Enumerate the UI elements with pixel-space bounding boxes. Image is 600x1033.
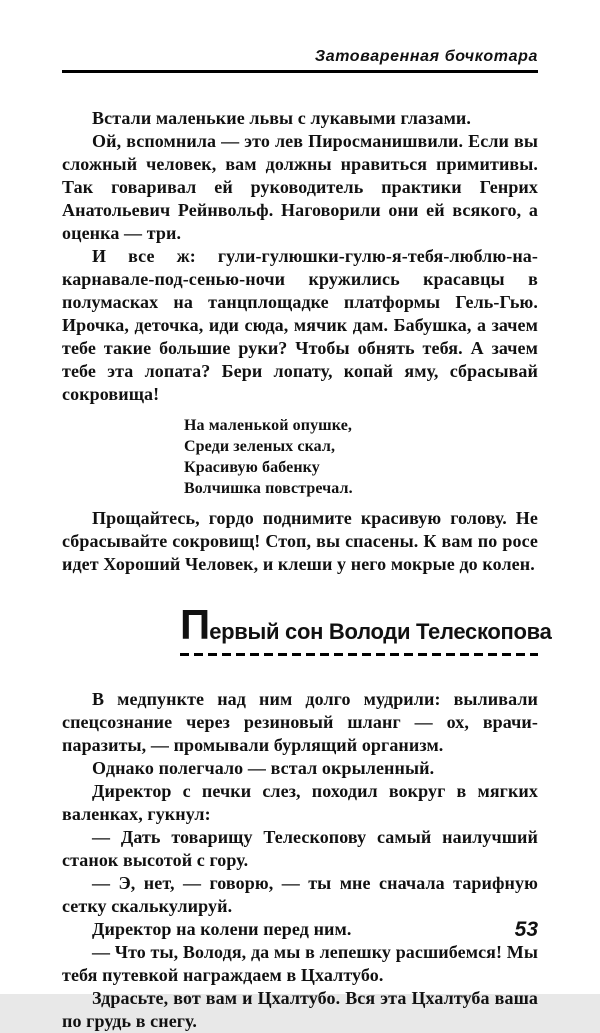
page-number: 53 xyxy=(514,918,538,941)
running-header xyxy=(62,0,538,73)
body-paragraph: — Что ты, Володя, да мы в лепешку расшибемся! Мы тебя путевкой награждаем в Цхалтубо. xyxy=(62,942,538,985)
poem-line: Среди зеленых скал, xyxy=(184,438,336,455)
poem-block xyxy=(184,415,538,499)
body-paragraph: Директор на колени перед ним. xyxy=(92,919,352,939)
body-paragraph: — Дать товарищу Телескопову самый наилучший станок высотой с гору. xyxy=(62,827,538,870)
body-paragraph: Прощайтесь, гордо поднимите красивую голову. Не сбрасывайте сокровищ! Стоп, вы спасены. К вам по росе идет Хороший Человек, и клеши у него мокрые до колен. xyxy=(62,508,538,574)
heading-drop-cap: П xyxy=(180,601,210,648)
section-heading-text xyxy=(180,601,552,648)
section-heading xyxy=(180,601,552,656)
body-paragraph: Здрасьте, вот вам и Цхалтубо. Вся эта Цхалтуба ваша по грудь в снегу. xyxy=(62,988,538,1031)
section-body xyxy=(62,688,538,1033)
body-paragraph: И все ж: гули-гулюшки-гулю-я-тебя-люблю-на-карнавале-под-сенью-ночи кружились красавцы в полумасках на танцплощадке платформы Гель-Гью. Ирочка, деточка, иди сюда, мячик дам. Бабушка, а зачем тебе такие большие руки? Чтобы обнять тебя. А зачем тебе эта лопата? Бери лопату, копай яму, сбрасывай сокровища! xyxy=(62,246,538,404)
heading-dashed-rule xyxy=(180,653,538,656)
body-paragraph: — Э, нет, — говорю, — ты мне сначала тарифную сетку скалькулируй. xyxy=(62,873,538,916)
body-paragraph: В медпункте над ним долго мудрили: выливали спецсознание через резиновый шланг — ох, врачи-паразиты, — промывали бурлящий организм. xyxy=(62,689,538,755)
body-paragraph: Директор с печки слез, походил вокруг в мягких валенках, гукнул: xyxy=(62,781,538,824)
poem-line: Красивую бабенку xyxy=(184,459,320,476)
header-rule xyxy=(62,70,538,73)
body-paragraph: Ой, вспомнила — это лев Пиросманишвили. Если вы сложный человек, вам должны нравиться примитивы. Так говаривал ей руководитель практики Генрих Анатольевич Рейнвольф. Наговорили они ей всякого, а оценка — три. xyxy=(62,131,538,243)
body-paragraph: Однако полегчало — встал окрыленный. xyxy=(92,758,435,778)
text-block xyxy=(62,107,552,1033)
heading-rest: ервый сон Володи Телескопова xyxy=(209,619,552,644)
running-header-title: Затоваренная бочкотара xyxy=(314,48,538,65)
poem-line: Волчишка повстречал. xyxy=(184,480,353,497)
poem-line: На маленькой опушке, xyxy=(184,417,353,434)
body-paragraph: Встали маленькие львы с лукавыми глазами. xyxy=(92,108,471,128)
